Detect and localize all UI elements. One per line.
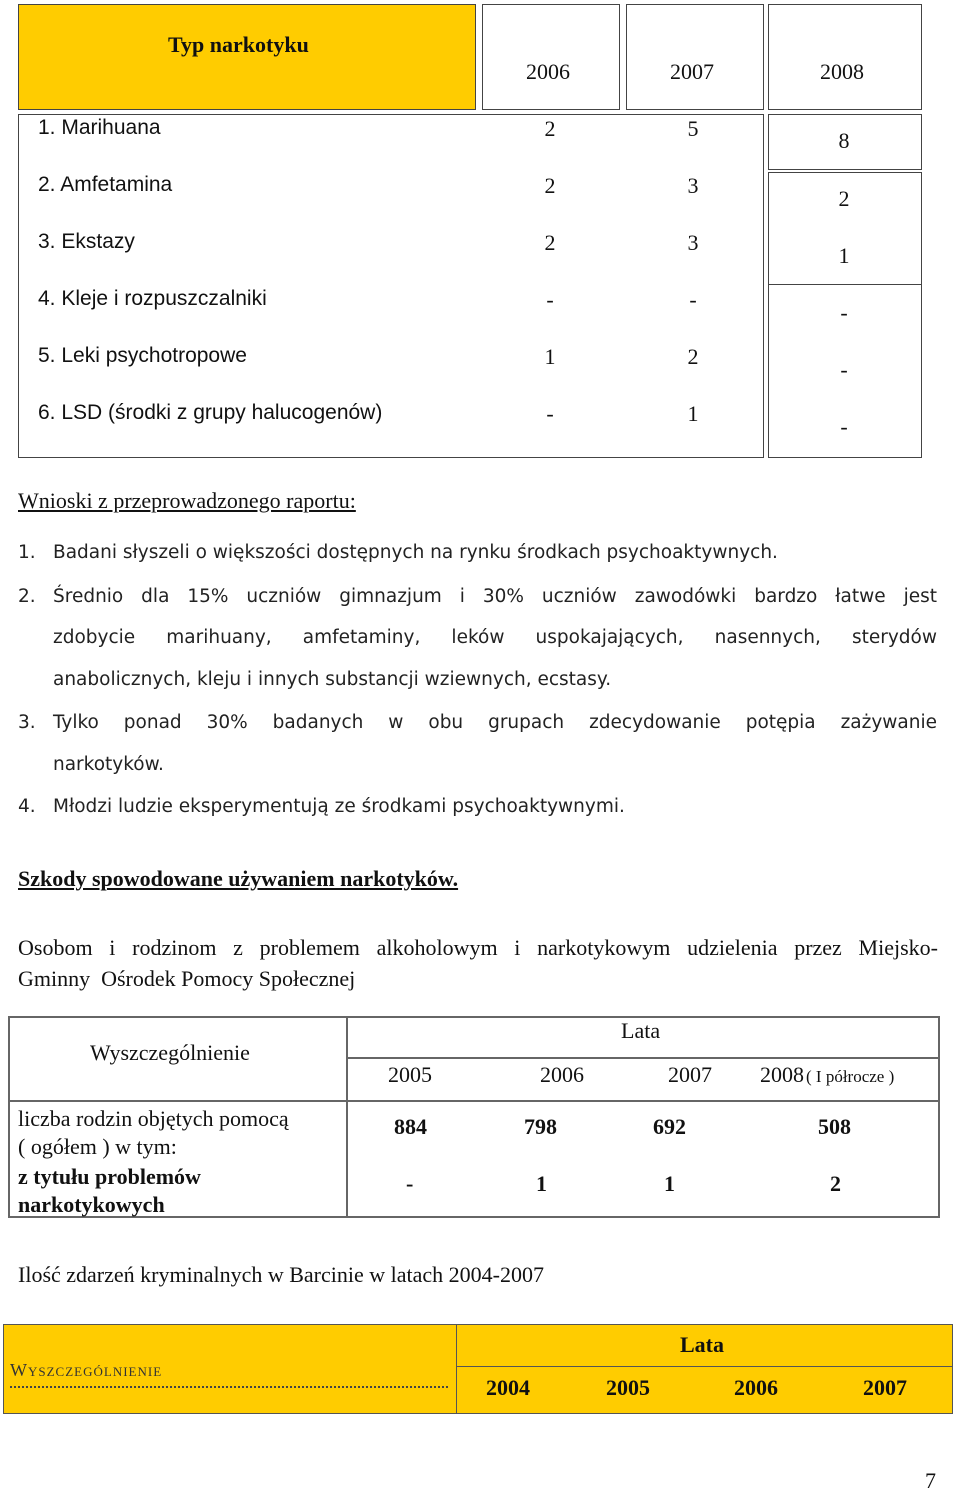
- crime-col-label: Wyszczególnienie: [10, 1360, 163, 1380]
- list-line: narkotyków.: [53, 754, 164, 775]
- drug-row-2006: 1: [544, 344, 556, 369]
- list-line: Młodzi ludzie eksperymentują ze środkami psychoaktywnymi.: [53, 796, 625, 817]
- list-line: Średnio dla 15% uczniów gimnazjum i 30% uczniów zawodówki bardzo łatwe jest: [53, 586, 937, 607]
- drug-row-2008: -: [840, 357, 848, 382]
- list-number: 2.: [18, 586, 36, 607]
- drug-row-2008: -: [840, 414, 848, 439]
- aid-row2-value: 1: [536, 1171, 547, 1196]
- aid-table-border: [346, 1016, 348, 1218]
- crime-year: 2005: [606, 1375, 650, 1400]
- aid-row2-value: -: [406, 1171, 414, 1196]
- drug-table-header-label: Typ narkotyku: [168, 32, 309, 57]
- drug-row-2006: 2: [544, 230, 556, 255]
- drug-row-2007: 3: [687, 173, 699, 198]
- drug-row-name: 3. Ekstazy: [38, 230, 135, 253]
- aid-year: 2008: [760, 1062, 804, 1087]
- aid-row2-label: narkotykowych: [18, 1192, 165, 1217]
- drug-row-name: 5. Leki psychotropowe: [38, 344, 247, 367]
- drug-table-year-2008: 2008: [820, 59, 864, 84]
- drug-table-year-cell-2008: [768, 4, 922, 110]
- drug-row-2006: -: [546, 287, 554, 312]
- damages-heading: Szkody spowodowane używaniem narkotyków.: [18, 866, 459, 891]
- drug-row-2008: 1: [838, 243, 850, 268]
- aid-row1-value: 508: [818, 1114, 851, 1139]
- crime-col-label-dotted-line: [10, 1386, 448, 1388]
- aid-col-label: Wyszczególnienie: [90, 1040, 250, 1065]
- aid-row1-label: ( ogółem ) w tym:: [18, 1134, 177, 1159]
- crime-table-divider: [456, 1324, 457, 1414]
- drug-row-2006: -: [546, 401, 554, 426]
- drug-row-2006: 2: [544, 173, 556, 198]
- aid-row2-value: 1: [664, 1171, 675, 1196]
- aid-table-border: [346, 1057, 940, 1059]
- list-line: zdobycie marihuany, amfetaminy, leków uspokajających, nasennych, sterydów: [53, 627, 937, 648]
- drug-row-2008: 8: [838, 128, 850, 153]
- aid-table-border: [8, 1016, 10, 1218]
- list-number: 3.: [18, 712, 36, 733]
- list-number: 4.: [18, 796, 36, 817]
- drug-row-2006: 2: [544, 116, 556, 141]
- aid-year-note: ( I półrocze ): [806, 1067, 895, 1086]
- crime-caption: Ilość zdarzeń kryminalnych w Barcinie w latach 2004-2007: [18, 1262, 544, 1287]
- list-line: anabolicznych, kleju i innych substancji wziewnych, ecstasy.: [53, 669, 612, 690]
- aid-table-border: [8, 1100, 940, 1102]
- drug-row-name: 2. Amfetamina: [38, 173, 173, 196]
- aid-year: 2005: [388, 1062, 432, 1087]
- list-number: 1.: [18, 542, 36, 563]
- aid-row1-label: liczba rodzin objętych pomocą: [18, 1106, 289, 1131]
- aid-row1-value: 692: [653, 1114, 686, 1139]
- aid-table-border: [938, 1016, 940, 1218]
- page-number: 7: [925, 1468, 936, 1493]
- crime-group-label: Lata: [680, 1332, 724, 1357]
- drug-table-year-2006: 2006: [526, 59, 570, 84]
- drug-row-2007: 2: [687, 344, 699, 369]
- drug-row-2008: -: [840, 300, 848, 325]
- crime-year: 2004: [486, 1375, 530, 1400]
- crime-year: 2006: [734, 1375, 778, 1400]
- drug-table-year-cell-2007: [626, 4, 764, 110]
- drug-row-2008: 2: [838, 186, 850, 211]
- drug-row-name: 1. Marihuana: [38, 116, 161, 139]
- damages-paragraph-line: Osobom i rodzinom z problemem alkoholowym i narkotykowym udzielenia przez Miejsko-: [18, 935, 938, 960]
- list-line: Tylko ponad 30% badanych w obu grupach zdecydowanie potępia zażywanie: [53, 712, 937, 733]
- crime-table-divider: [456, 1366, 953, 1367]
- aid-group-label: Lata: [621, 1018, 661, 1043]
- crime-year: 2007: [863, 1375, 907, 1400]
- aid-row1-value: 798: [524, 1114, 557, 1139]
- drug-row-2007: 1: [687, 401, 699, 426]
- drug-table-year-cell-2006: [482, 4, 620, 110]
- aid-year: 2007: [668, 1062, 712, 1087]
- aid-year: 2006: [540, 1062, 584, 1087]
- drug-row-name: 6. LSD (środki z grupy halucogenów): [38, 401, 383, 424]
- drug-row-2007: -: [689, 287, 697, 312]
- drug-table-year-2007: 2007: [670, 59, 714, 84]
- list-line: Badani słyszeli o większości dostępnych na rynku środkach psychoaktywnych.: [53, 542, 778, 563]
- conclusions-heading: Wnioski z przeprowadzonego raportu:: [18, 488, 356, 513]
- drug-row-2007: 3: [687, 230, 699, 255]
- aid-row2-label: z tytułu problemów: [18, 1164, 201, 1189]
- aid-row2-value: 2: [830, 1171, 841, 1196]
- aid-table-border: [8, 1016, 940, 1018]
- drug-row-2007: 5: [687, 116, 699, 141]
- aid-row1-value: 884: [394, 1114, 427, 1139]
- damages-paragraph-line: Gminny Ośrodek Pomocy Społecznej: [18, 966, 356, 991]
- drug-row-name: 4. Kleje i rozpuszczalniki: [38, 287, 267, 310]
- drug-table-2008-inner-divider: [768, 284, 922, 285]
